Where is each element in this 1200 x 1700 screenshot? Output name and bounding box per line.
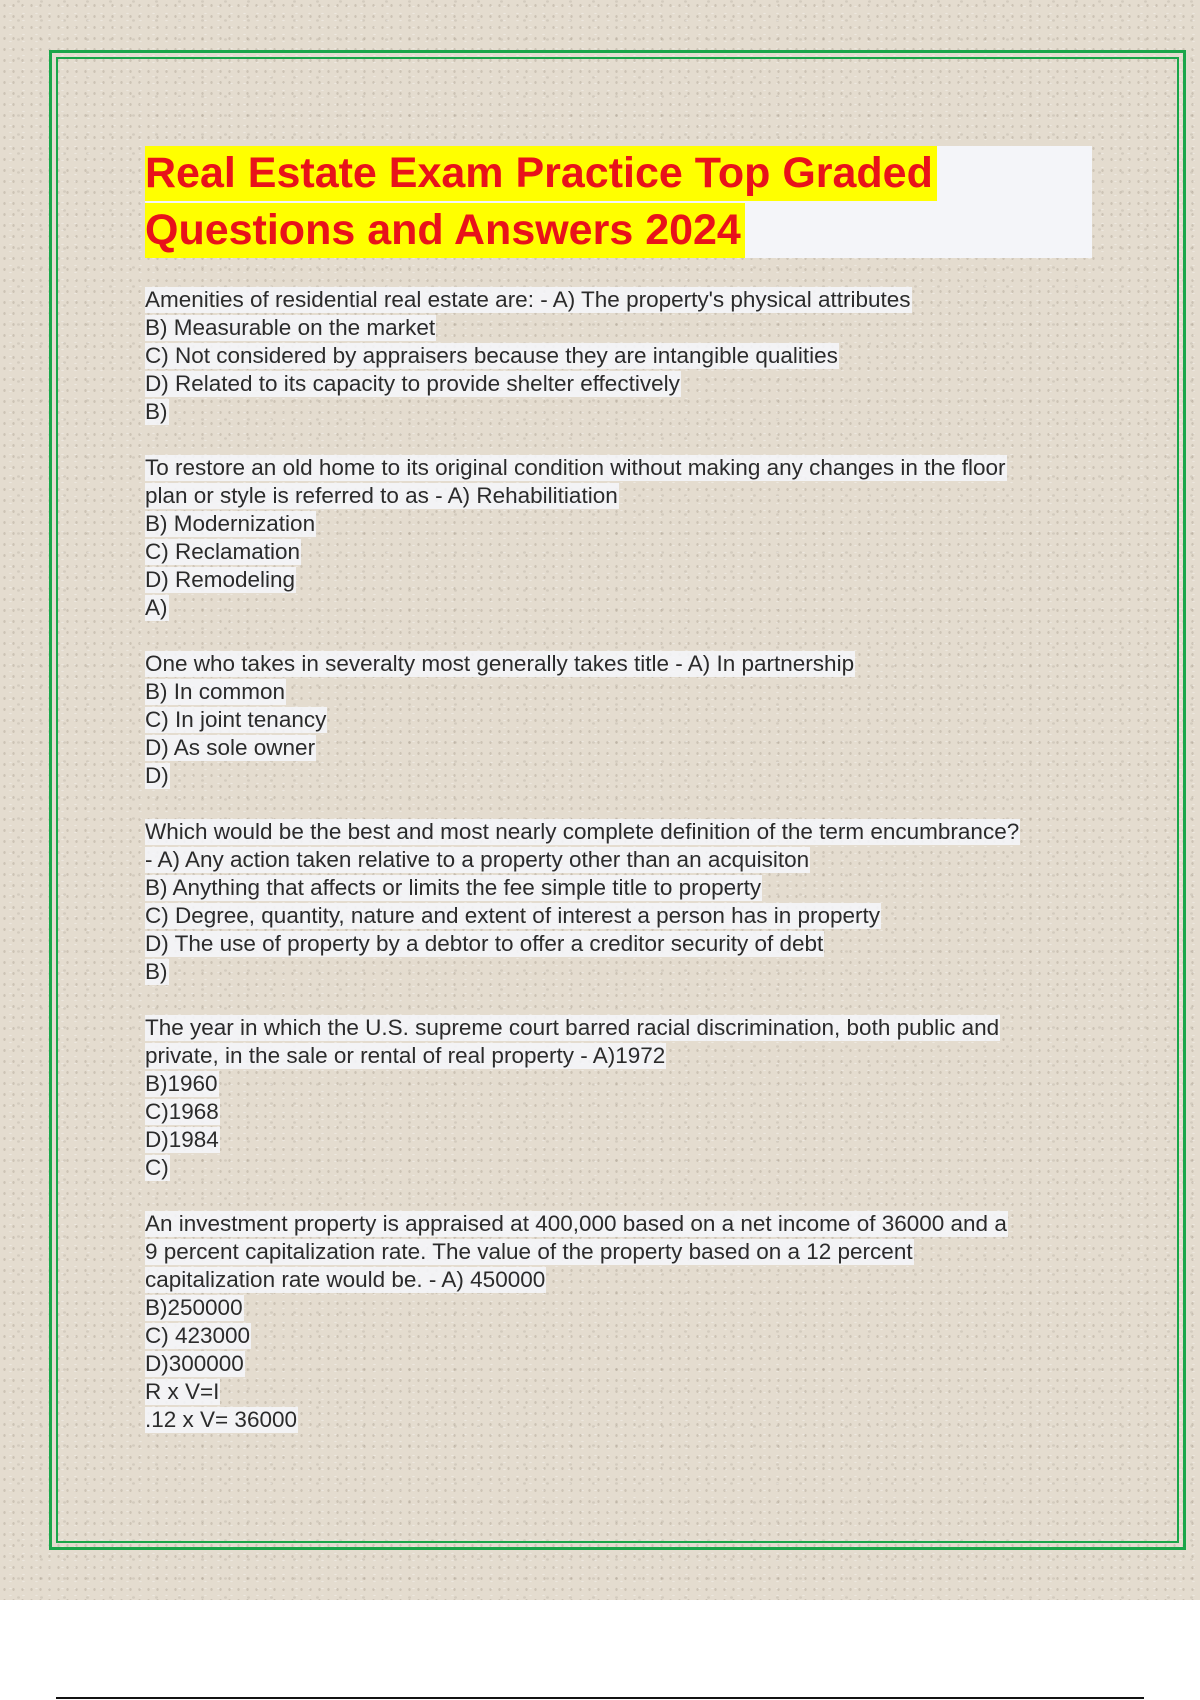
document-title-line-1: Real Estate Exam Practice Top Graded bbox=[145, 146, 937, 201]
question-line bbox=[145, 594, 1095, 622]
question-block bbox=[145, 650, 1095, 790]
question-text: D) bbox=[145, 763, 169, 788]
question-block bbox=[145, 818, 1095, 986]
question-line bbox=[145, 1266, 1095, 1294]
question-text: An investment property is appraised at 400,000 based on a net income of 36000 and a bbox=[145, 1211, 1007, 1236]
questions-list bbox=[145, 286, 1095, 1462]
question-line bbox=[145, 286, 1095, 314]
question-text: To restore an old home to its original condition without making any changes in the floor bbox=[145, 455, 1006, 480]
footer-divider bbox=[56, 1697, 1144, 1699]
question-text: B) Measurable on the market bbox=[145, 315, 436, 340]
question-text: D)300000 bbox=[145, 1351, 244, 1376]
question-line bbox=[145, 1070, 1095, 1098]
question-line bbox=[145, 1098, 1095, 1126]
question-line bbox=[145, 846, 1095, 874]
question-text: private, in the sale or rental of real property - A)1972 bbox=[145, 1043, 666, 1068]
question-text: B) In common bbox=[145, 679, 286, 704]
question-text: B) Modernization bbox=[145, 511, 316, 536]
question-line bbox=[145, 874, 1095, 902]
question-line bbox=[145, 706, 1095, 734]
question-line bbox=[145, 902, 1095, 930]
question-text: B) bbox=[145, 959, 168, 984]
question-text: A) bbox=[145, 595, 168, 620]
question-line bbox=[145, 510, 1095, 538]
question-line bbox=[145, 1014, 1095, 1042]
question-text: B) Anything that affects or limits the fee simple title to property bbox=[145, 875, 762, 900]
question-line bbox=[145, 538, 1095, 566]
question-text: .12 x V= 36000 bbox=[145, 1407, 297, 1432]
question-text: D) As sole owner bbox=[145, 735, 316, 760]
question-line bbox=[145, 762, 1095, 790]
question-line bbox=[145, 734, 1095, 762]
question-line bbox=[145, 1378, 1095, 1406]
question-line bbox=[145, 342, 1095, 370]
question-text: C) Reclamation bbox=[145, 539, 301, 564]
question-text: D)1984 bbox=[145, 1127, 219, 1152]
question-line bbox=[145, 1154, 1095, 1182]
question-text: One who takes in severalty most generally takes title - A) In partnership bbox=[145, 651, 855, 676]
question-line bbox=[145, 314, 1095, 342]
question-line bbox=[145, 482, 1095, 510]
question-text: R x V=I bbox=[145, 1379, 220, 1404]
question-line bbox=[145, 566, 1095, 594]
question-line bbox=[145, 958, 1095, 986]
question-line bbox=[145, 454, 1095, 482]
question-text: plan or style is referred to as - A) Rehabilitiation bbox=[145, 483, 618, 508]
question-text: C) 423000 bbox=[145, 1323, 251, 1348]
question-line bbox=[145, 1350, 1095, 1378]
question-line bbox=[145, 678, 1095, 706]
question-text: D) Remodeling bbox=[145, 567, 296, 592]
question-text: The year in which the U.S. supreme court barred racial discrimination, both public and bbox=[145, 1015, 1000, 1040]
question-line bbox=[145, 1042, 1095, 1070]
question-line bbox=[145, 398, 1095, 426]
question-text: C) Not considered by appraisers because they are intangible qualities bbox=[145, 343, 838, 368]
question-text: D) The use of property by a debtor to offer a creditor security of debt bbox=[145, 931, 824, 956]
question-line bbox=[145, 1126, 1095, 1154]
question-text: Which would be the best and most nearly complete definition of the term encumbrance? bbox=[145, 819, 1020, 844]
question-text: C) In joint tenancy bbox=[145, 707, 327, 732]
question-text: C) bbox=[145, 1155, 169, 1180]
question-line bbox=[145, 818, 1095, 846]
question-text: B)250000 bbox=[145, 1295, 243, 1320]
question-line bbox=[145, 370, 1095, 398]
question-text: - A) Any action taken relative to a property other than an acquisiton bbox=[145, 847, 810, 872]
question-line bbox=[145, 1210, 1095, 1238]
question-block bbox=[145, 454, 1095, 622]
question-text: 9 percent capitalization rate. The value of the property based on a 12 percent bbox=[145, 1239, 913, 1264]
question-text: C) Degree, quantity, nature and extent of interest a person has in property bbox=[145, 903, 881, 928]
question-text: C)1968 bbox=[145, 1099, 219, 1124]
question-line bbox=[145, 930, 1095, 958]
question-text: capitalization rate would be. - A) 450000 bbox=[145, 1267, 546, 1292]
question-line bbox=[145, 1294, 1095, 1322]
question-text: B) bbox=[145, 399, 168, 424]
question-block bbox=[145, 286, 1095, 426]
question-text: Amenities of residential real estate are: - A) The property's physical attributes bbox=[145, 287, 911, 312]
question-text: B)1960 bbox=[145, 1071, 218, 1096]
document-title-line-2: Questions and Answers 2024 bbox=[145, 203, 745, 258]
question-block bbox=[145, 1210, 1095, 1434]
question-line bbox=[145, 1322, 1095, 1350]
question-text: D) Related to its capacity to provide shelter effectively bbox=[145, 371, 680, 396]
question-line bbox=[145, 650, 1095, 678]
question-line bbox=[145, 1406, 1095, 1434]
question-block bbox=[145, 1014, 1095, 1182]
question-line bbox=[145, 1238, 1095, 1266]
